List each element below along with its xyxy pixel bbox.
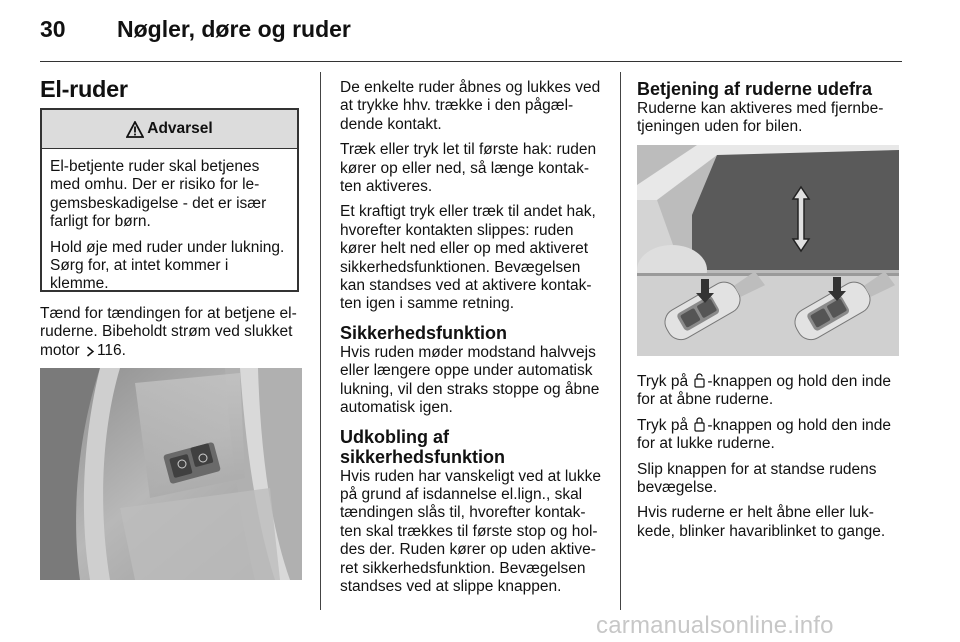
close-suffix: -knappen og hold den inde for at lukke ruderne. [637, 416, 891, 453]
header-rule [40, 61, 902, 62]
safety-function-text: Hvis ruden møder modstand halvvejs eller længere oppe under automatisk lukning, vil den straks stoppe og åbne automatisk igen. [340, 343, 600, 417]
column-3-top [637, 79, 903, 144]
column-1-text [40, 305, 302, 367]
column-3-bottom [637, 373, 903, 548]
warning-box [40, 108, 299, 292]
warning-paragraph-2: Hold øje med ruder under lukning. Sørg for, at intet kommer i klemme. [50, 238, 285, 293]
intro-text: Tænd for tændingen for at betjene el-ruderne. Bibeholdt strøm ved slukket motor [40, 305, 297, 359]
lock-icon [694, 417, 705, 432]
warning-triangle-icon [126, 121, 144, 138]
col2-paragraph-2: Træk eller tryk let til første hak: ruden kører op eller ned, så længe kontak-ten aktiveres. [340, 141, 597, 196]
release-paragraph: Slip knappen for at standse rudens bevægelse. [637, 460, 877, 497]
column-divider-1 [320, 72, 321, 610]
unlock-icon [694, 373, 705, 388]
remote-operation-intro: Ruderne kan aktiveres med fjernbe-tjeningen uden for bilen. [637, 100, 884, 136]
close-windows-paragraph [637, 417, 903, 454]
remote-operation-heading: Betjening af ruderne udefra [637, 79, 873, 99]
override-heading: Udkobling af sikkerhedsfunktion [340, 426, 506, 467]
override-text: Hvis ruden har vanskeligt ved at lukke på grund af isdannelse el.lign., skal tændingen slås til, hvorefter kontak-ten skal trækkes til første stop og hol-des der. Ruden kører op uden aktive-ret sikkerhedsfunktion. Bevægelsen standses ved at slippe knappen. [340, 467, 602, 595]
warning-label: Advarsel [147, 120, 213, 137]
window-switch-illustration [40, 368, 302, 580]
open-suffix: -knappen og hold den inde for at åbne ruderne. [637, 373, 891, 409]
page-number: 30 [40, 16, 66, 42]
remote-key-illustration [637, 145, 899, 356]
col2-paragraph-3: Et kraftigt tryk eller træk til andet hak, hvorefter kontakten slippes: ruden kører helt ned eller op med aktiveret sikkerhedsfunktionen. Bevægelsen kan standses ved at aktivere kontak-ten igen i samme retning. [340, 203, 596, 313]
intro-page-ref[interactable]: 116. [96, 341, 126, 359]
open-windows-paragraph [637, 373, 903, 410]
intro-paragraph [40, 305, 302, 360]
safety-function-heading: Sikkerhedsfunktion [340, 322, 508, 343]
close-prefix: Tryk på [637, 416, 689, 434]
watermark: carmanualsonline.info [596, 612, 834, 639]
column-divider-2 [620, 72, 621, 610]
hazard-paragraph: Hvis ruderne er helt åbne eller luk-kede, blinker havariblinket to gange. [637, 504, 886, 540]
column-2-text [340, 79, 605, 603]
warning-header [42, 110, 297, 149]
chapter-title: Nøgler, døre og ruder [117, 16, 351, 42]
open-prefix: Tryk på [637, 373, 689, 390]
warning-paragraph-1: El-betjente ruder skal betjenes med omhu. Der er risiko for le-gemsbeskadigelse - det er især farligt for børn. [50, 158, 267, 231]
col2-paragraph-1: De enkelte ruder åbnes og lukkes ved at trykke hhv. trække i den pågæl-dende kontakt. [340, 79, 601, 133]
warning-body [42, 149, 297, 294]
section-title: El-ruder [40, 76, 128, 102]
page-reference-arrow-icon [86, 346, 95, 357]
